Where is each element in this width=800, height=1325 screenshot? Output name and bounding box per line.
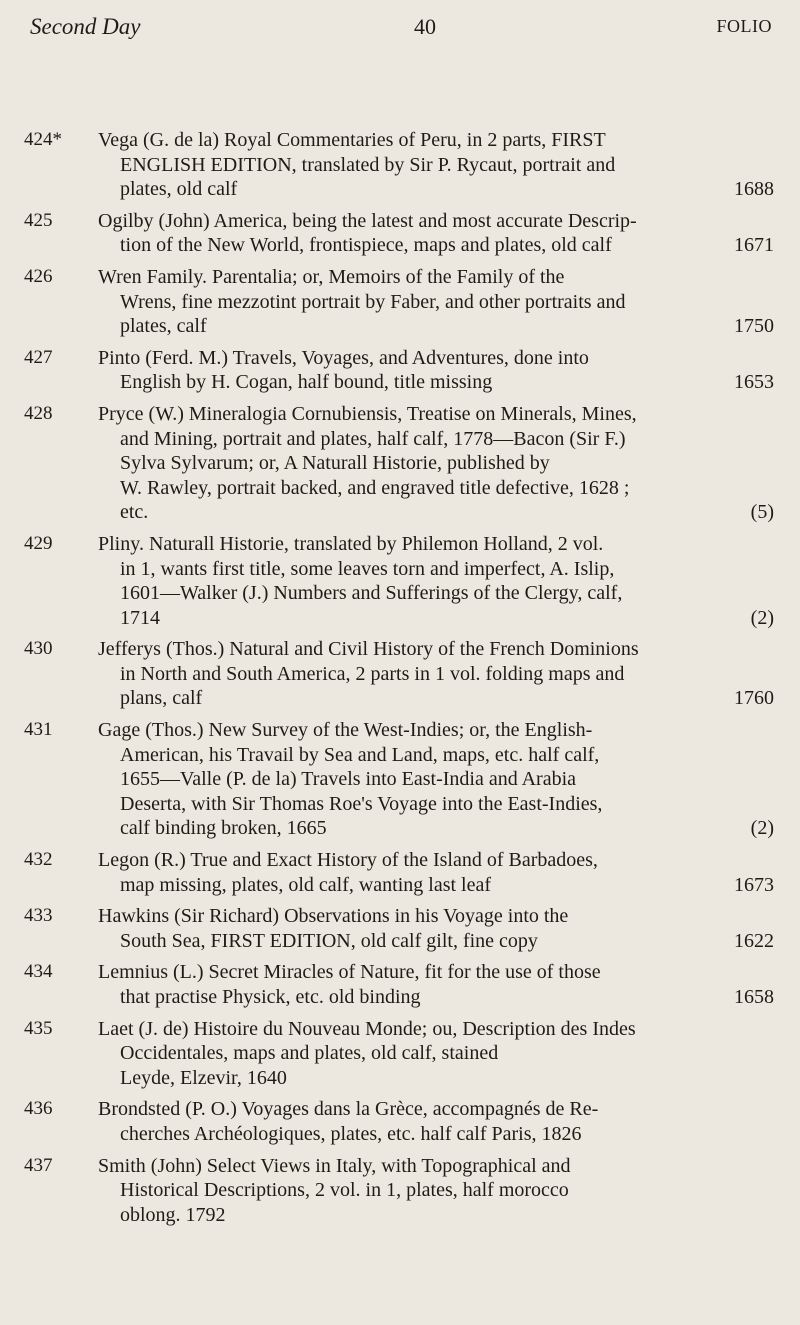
lot-date: 1653 — [734, 371, 774, 394]
lot-description — [98, 1154, 774, 1228]
lot-description — [98, 128, 774, 202]
description-line: Hawkins (Sir Richard) Observations in his Voyage into the — [98, 905, 569, 928]
description-line: Laet (J. de) Histoire du Nouveau Monde; ou, Description des Indes — [98, 1017, 636, 1040]
description-line: 1601—Walker (J.) Numbers and Sufferings of the Clergy, calf, — [120, 582, 623, 605]
lot-date: (2) — [750, 606, 774, 629]
description-line: in 1, wants first title, some leaves torn and imperfect, A. Islip, — [120, 557, 615, 580]
description-line: Pinto (Ferd. M.) Travels, Voyages, and Adventures, done into — [98, 346, 589, 369]
lot-date: 1658 — [734, 986, 774, 1008]
lot-entry — [24, 1154, 774, 1228]
description-line: American, his Travail by Sea and Land, maps, etc. half calf, — [120, 743, 600, 766]
description-line: Pryce (W.) Mineralogia Cornubiensis, Treatise on Minerals, Mines, — [98, 402, 637, 425]
lot-description — [98, 960, 774, 1009]
description-line: Historical Descriptions, 2 vol. in 1, plates, half morocco — [120, 1179, 569, 1202]
lot-entry — [24, 402, 774, 525]
description-line: South Sea, FIRST EDITION, old calf gilt, fine copy 1622 — [120, 929, 774, 952]
description-line: Smith (John) Select Views in Italy, with Topographical and — [98, 1154, 571, 1177]
lot-entry — [24, 904, 774, 953]
description-line: and Mining, portrait and plates, half calf, 1778—Bacon (Sir F.) — [120, 427, 626, 450]
lot-number: 431 — [24, 719, 53, 741]
description-line: plates, old calf 1688 — [120, 178, 774, 201]
description-line: ENGLISH EDITION, translated by Sir P. Rycaut, portrait and — [120, 153, 616, 176]
format-label: FOLIO — [716, 16, 772, 36]
lot-description — [98, 346, 774, 395]
lot-date: 1622 — [734, 929, 774, 952]
lot-description — [98, 1097, 774, 1146]
lot-description — [98, 1017, 774, 1091]
lot-entry — [24, 637, 774, 711]
description-line: Leyde, Elzevir, 1640 — [120, 1066, 287, 1089]
description-line: cherches Archéologiques, plates, etc. half calf Paris, 1826 — [120, 1122, 582, 1145]
description-line: 1655—Valle (P. de la) Travels into East-India and Arabia — [120, 768, 577, 791]
lot-entry — [24, 718, 774, 841]
description-line: plates, calf 1750 — [120, 315, 774, 338]
lot-entry — [24, 128, 774, 202]
lot-description — [98, 402, 774, 525]
lot-description — [98, 532, 774, 630]
description-line: Deserta, with Sir Thomas Roe's Voyage into the East-Indies, — [120, 792, 603, 815]
lot-entry — [24, 209, 774, 258]
description-line: etc. (5) — [120, 501, 774, 524]
page-header — [30, 14, 772, 48]
description-line: Occidentales, maps and plates, old calf, stained — [120, 1042, 499, 1065]
description-line: oblong. 1792 — [120, 1203, 226, 1226]
description-line: map missing, plates, old calf, wanting last leaf 1673 — [120, 873, 774, 896]
lot-number: 429 — [24, 532, 53, 554]
description-line: Wren Family. Parentalia; or, Memoirs of the Family of the — [98, 265, 565, 288]
lot-description — [98, 209, 774, 258]
section-title: Second Day — [30, 14, 141, 39]
lot-list — [24, 128, 774, 1234]
lot-description — [98, 265, 774, 339]
description-line: Ogilby (John) America, being the latest and most accurate Descrip- — [98, 209, 637, 232]
description-line: plans, calf 1760 — [120, 687, 774, 710]
lot-entry — [24, 1017, 774, 1091]
lot-entry — [24, 265, 774, 339]
lot-number: 424* — [24, 129, 62, 150]
description-line: tion of the New World, frontispiece, maps and plates, old calf 1671 — [120, 234, 774, 257]
lot-date: 1760 — [734, 687, 774, 710]
lot-number: 426 — [24, 265, 53, 287]
lot-date: 1671 — [734, 234, 774, 257]
lot-date: 1688 — [734, 178, 774, 201]
lot-number: 433 — [24, 905, 53, 927]
lot-description — [98, 904, 774, 953]
lot-description — [98, 718, 774, 841]
lot-number: 428 — [24, 402, 53, 424]
lot-date: 1750 — [734, 315, 774, 338]
description-line: Wrens, fine mezzotint portrait by Faber, and other portraits and — [120, 290, 626, 313]
lot-date: (2) — [750, 817, 774, 840]
lot-description — [98, 637, 774, 711]
lot-number: 434 — [24, 961, 53, 983]
lot-date: (5) — [750, 501, 774, 524]
description-line: Brondsted (P. O.) Voyages dans la Grèce, accompagnés de Re- — [98, 1098, 599, 1121]
lot-number: 432 — [24, 849, 53, 871]
lot-entry — [24, 346, 774, 395]
description-line: 1714 (2) — [120, 606, 774, 629]
description-line: Gage (Thos.) New Survey of the West-Indies; or, the English- — [98, 719, 593, 742]
page-number: 40 — [414, 14, 436, 39]
lot-number: 437 — [24, 1154, 53, 1176]
lot-number: 436 — [24, 1098, 53, 1120]
lot-entry — [24, 532, 774, 630]
description-line: in North and South America, 2 parts in 1 vol. folding maps and — [120, 662, 625, 685]
lot-number: 430 — [24, 638, 53, 660]
description-line: Vega (G. de la) Royal Commentaries of Peru, in 2 parts, FIRST — [98, 129, 606, 151]
lot-number: 427 — [24, 346, 53, 368]
lot-number: 435 — [24, 1017, 53, 1039]
lot-entry — [24, 848, 774, 897]
lot-date: 1673 — [734, 873, 774, 896]
lot-entry — [24, 1097, 774, 1146]
lot-entry — [24, 960, 774, 1009]
description-line: Jefferys (Thos.) Natural and Civil History of the French Dominions — [98, 638, 639, 661]
description-line: Lemnius (L.) Secret Miracles of Nature, fit for the use of those — [98, 961, 601, 984]
lot-number: 425 — [24, 209, 53, 231]
description-line: that practise Physick, etc. old binding 1658 — [120, 986, 774, 1008]
description-line: Pliny. Naturall Historie, translated by Philemon Holland, 2 vol. — [98, 532, 604, 555]
description-line: Legon (R.) True and Exact History of the Island of Barbadoes, — [98, 849, 598, 872]
description-line: English by H. Cogan, half bound, title missing 1653 — [120, 371, 774, 394]
description-line: W. Rawley, portrait backed, and engraved title defective, 1628 ; — [120, 476, 630, 499]
description-line: Sylva Sylvarum; or, A Naturall Historie, published by — [120, 452, 550, 475]
description-line: calf binding broken, 1665 (2) — [120, 817, 774, 840]
lot-description — [98, 848, 774, 897]
